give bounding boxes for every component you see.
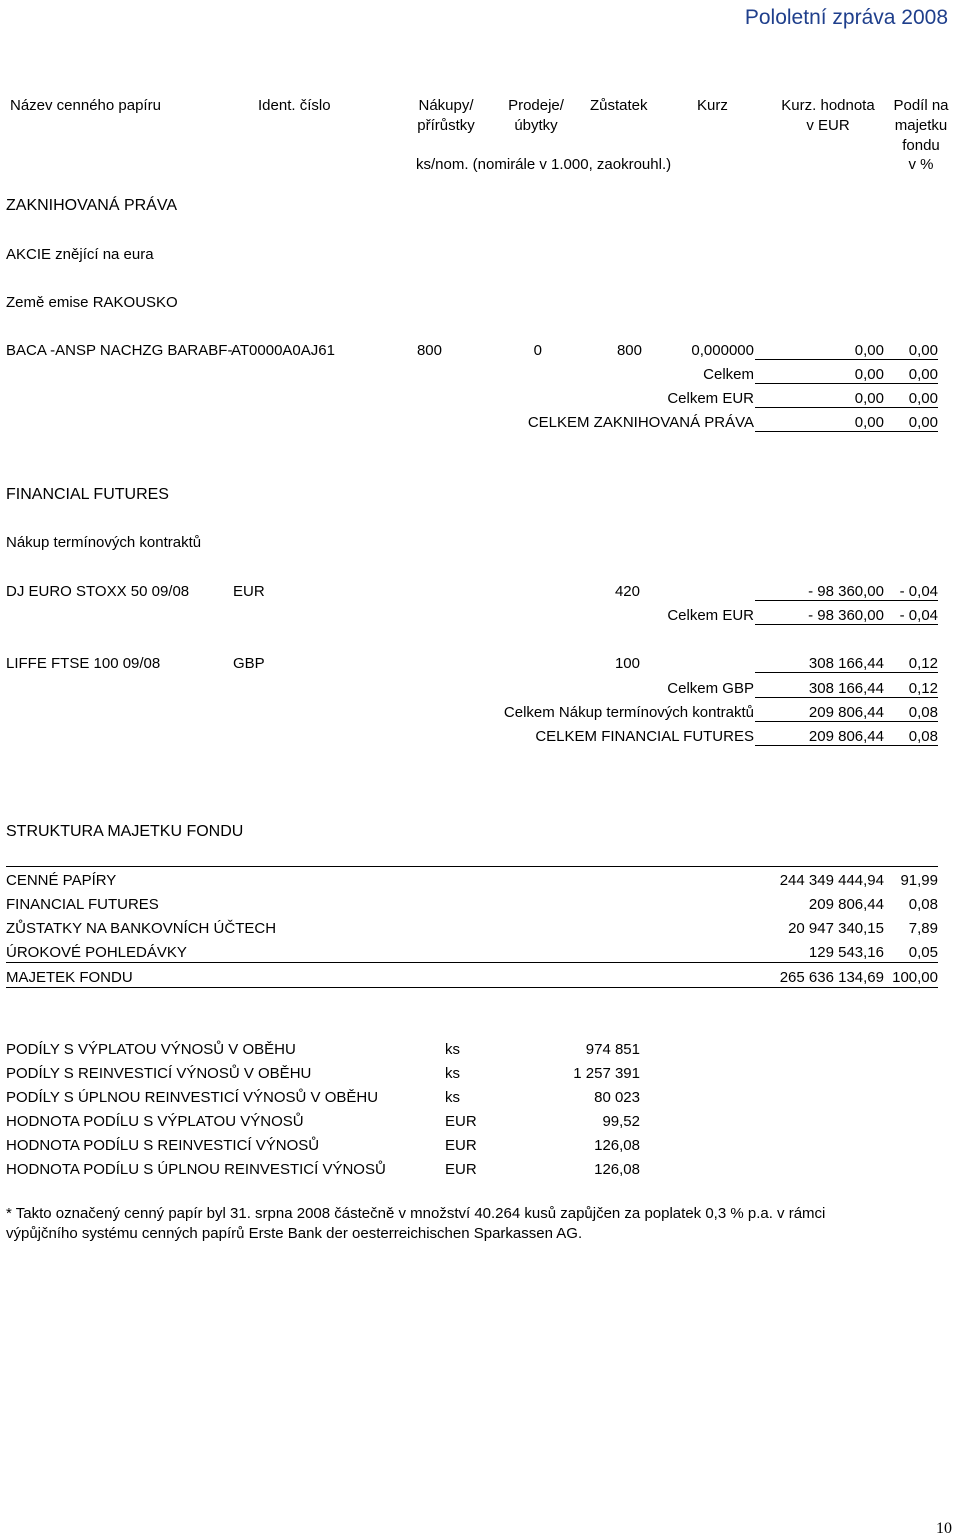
total-value: 209 806,44	[808, 728, 884, 745]
header-unit-note: ks/nom. (nomirále v 1.000, zaokrouhl.)	[416, 156, 672, 173]
unit-label: HODNOTA PODÍLU S ÚPLNOU REINVESTICÍ VÝNOSŮ	[6, 1161, 386, 1178]
header-purchases-1: Nákupy/	[418, 97, 474, 114]
section2-subtitle: Nákup termínových kontraktů	[6, 534, 202, 551]
header-share-2: majetku	[894, 117, 948, 134]
section1-title: ZAKNIHOVANÁ PRÁVA	[6, 197, 177, 214]
unit-label: HODNOTA PODÍLU S VÝPLATOU VÝNOSŮ	[6, 1113, 304, 1130]
structure-label: ÚROKOVÉ POHLEDÁVKY	[6, 944, 187, 961]
total-value: 0,00	[854, 414, 884, 431]
structure-value: 20 947 340,15	[788, 920, 884, 937]
structure-share: 91,99	[900, 872, 938, 889]
section2-title: FINANCIAL FUTURES	[6, 486, 169, 503]
total-share: 0,12	[908, 680, 938, 697]
future-balance: 420	[614, 583, 640, 600]
header-share-3: fondu	[902, 137, 940, 154]
total-value: 308 166,44	[808, 680, 884, 697]
structure-share: 0,05	[908, 944, 938, 961]
header-value-2: v EUR	[806, 117, 850, 134]
structure-value: 209 806,44	[808, 896, 884, 913]
structure-label: MAJETEK FONDU	[6, 969, 133, 986]
unit-type: ks	[445, 1065, 460, 1082]
total-share: - 0,04	[899, 607, 938, 624]
security-rate: 0,000000	[691, 342, 754, 359]
footnote-line-2: výpůjčního systému cenných papírů Erste Bank der oesterreichischen Sparkassen AG.	[6, 1225, 583, 1242]
future-value: - 98 360,00	[808, 583, 884, 600]
footnote-line-1: * Takto označený cenný papír byl 31. srpna 2008 částečně v množství 40.264 kusů zapůjčen za poplatek 0,3 % p.a. v rámci	[6, 1205, 826, 1222]
unit-value: 974 851	[585, 1041, 640, 1058]
total-value: 0,00	[854, 366, 884, 383]
security-share: 0,00	[908, 342, 938, 359]
structure-label: FINANCIAL FUTURES	[6, 896, 159, 913]
security-name: BACA -ANSP NACHZG BARABF-	[6, 342, 233, 359]
unit-type: EUR	[445, 1113, 477, 1130]
future-currency: EUR	[233, 583, 265, 600]
structure-value: 244 349 444,94	[779, 872, 884, 889]
total-label: CELKEM FINANCIAL FUTURES	[535, 728, 754, 745]
underline	[755, 383, 938, 384]
section1-subtitle: AKCIE znějící na eura	[6, 246, 154, 263]
report-title: Pololetní zpráva 2008	[744, 6, 948, 29]
underline	[755, 407, 938, 408]
header-sales-2: úbytky	[514, 117, 558, 134]
future-share: - 0,04	[899, 583, 938, 600]
underline	[755, 697, 938, 698]
total-share: 0,08	[908, 704, 938, 721]
total-share: 0,08	[908, 728, 938, 745]
total-share: 0,00	[908, 390, 938, 407]
structure-share: 100,00	[892, 969, 938, 986]
security-purchases: 800	[416, 342, 442, 359]
future-name: LIFFE FTSE 100 09/08	[6, 655, 161, 672]
security-value: 0,00	[854, 342, 884, 359]
unit-type: EUR	[445, 1161, 477, 1178]
underline	[755, 745, 938, 746]
structure-share: 7,89	[908, 920, 938, 937]
future-balance: 100	[614, 655, 640, 672]
unit-label: PODÍLY S REINVESTICÍ VÝNOSŮ V OBĚHU	[6, 1065, 312, 1082]
underline	[755, 600, 938, 601]
future-value: 308 166,44	[808, 655, 884, 672]
future-name: DJ EURO STOXX 50 09/08	[6, 583, 190, 600]
underline	[755, 359, 938, 360]
structure-share: 0,08	[908, 896, 938, 913]
total-label: Celkem EUR	[667, 607, 754, 624]
structure-divider	[6, 866, 938, 867]
unit-label: PODÍLY S ÚPLNOU REINVESTICÍ VÝNOSŮ V OBĚHU	[6, 1089, 379, 1106]
header-sales-1: Prodeje/	[508, 97, 564, 114]
underline	[755, 624, 938, 625]
header-share-4: v %	[908, 156, 934, 173]
structure-label: ZŮSTATKY NA BANKOVNÍCH ÚČTECH	[6, 920, 277, 937]
total-label: Celkem	[703, 366, 754, 383]
total-label: Celkem GBP	[667, 680, 754, 697]
underline	[755, 431, 938, 432]
unit-value: 99,52	[602, 1113, 640, 1130]
unit-type: EUR	[445, 1137, 477, 1154]
total-value: 209 806,44	[808, 704, 884, 721]
structure-divider	[6, 962, 938, 963]
unit-type: ks	[445, 1041, 460, 1058]
header-balance: Zůstatek	[590, 97, 648, 114]
total-value: - 98 360,00	[808, 607, 884, 624]
page-number: 10	[936, 1520, 952, 1537]
unit-value: 126,08	[594, 1161, 640, 1178]
header-name: Název cenného papíru	[10, 97, 161, 114]
header-rate: Kurz	[697, 97, 728, 114]
unit-type: ks	[445, 1089, 460, 1106]
section1-country: Země emise RAKOUSKO	[6, 294, 178, 311]
total-label: Celkem Nákup termínových kontraktů	[503, 704, 754, 721]
security-sales: 0	[533, 342, 542, 359]
total-label: Celkem EUR	[667, 390, 754, 407]
unit-value: 1 257 391	[573, 1065, 640, 1082]
structure-divider	[6, 987, 938, 988]
header-purchases-2: přírůstky	[417, 117, 475, 134]
unit-value: 80 023	[594, 1089, 640, 1106]
header-ident: Ident. číslo	[258, 97, 331, 114]
future-share: 0,12	[908, 655, 938, 672]
header-share-1: Podíl na	[893, 97, 949, 114]
total-share: 0,00	[908, 414, 938, 431]
future-currency: GBP	[233, 655, 265, 672]
security-balance: 800	[616, 342, 642, 359]
unit-label: PODÍLY S VÝPLATOU VÝNOSŮ V OBĚHU	[6, 1041, 296, 1058]
security-ident: AT0000A0AJ61	[231, 342, 335, 359]
unit-label: HODNOTA PODÍLU S REINVESTICÍ VÝNOSŮ	[6, 1137, 320, 1154]
structure-label: CENNÉ PAPÍRY	[6, 872, 117, 889]
unit-value: 126,08	[594, 1137, 640, 1154]
total-label: CELKEM ZAKNIHOVANÁ PRÁVA	[527, 414, 754, 431]
underline	[755, 721, 938, 722]
structure-value: 265 636 134,69	[779, 969, 884, 986]
structure-title: STRUKTURA MAJETKU FONDU	[6, 823, 244, 840]
header-value-1: Kurz. hodnota	[781, 97, 875, 114]
underline	[755, 672, 938, 673]
total-share: 0,00	[908, 366, 938, 383]
structure-value: 129 543,16	[808, 944, 884, 961]
total-value: 0,00	[854, 390, 884, 407]
